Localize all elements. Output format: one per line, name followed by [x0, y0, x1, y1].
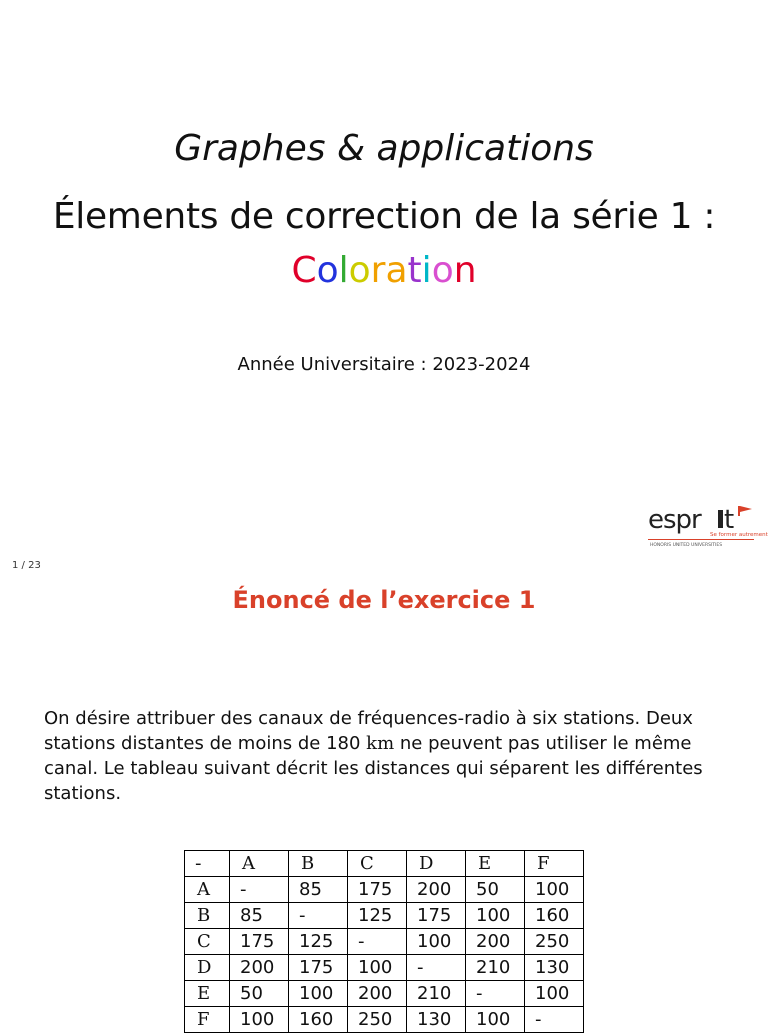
- title-line-1: Graphes & applications: [174, 128, 594, 169]
- coloration-letter: t: [407, 250, 422, 291]
- coloration-letter: i: [421, 250, 432, 291]
- distance-cell: 200: [466, 929, 525, 955]
- distance-cell: 200: [407, 877, 466, 903]
- distance-cell: 160: [289, 1007, 348, 1033]
- svg-text:HONORIS UNITED UNIVERSITIES: HONORIS UNITED UNIVERSITIES: [650, 543, 723, 548]
- table-row: [185, 929, 584, 955]
- distance-cell: 100: [525, 877, 584, 903]
- distance-cell: 100: [525, 981, 584, 1007]
- distance-cell: 210: [407, 981, 466, 1007]
- distance-cell: 250: [525, 929, 584, 955]
- distance-cell: 200: [230, 955, 289, 981]
- distance-cell: 85: [230, 903, 289, 929]
- distance-cell: 50: [230, 981, 289, 1007]
- distance-cell: 130: [525, 955, 584, 981]
- coloration-letter: o: [348, 250, 371, 291]
- row-label-cell: C: [185, 929, 230, 955]
- distance-cell: -: [407, 955, 466, 981]
- exercise-statement: [44, 706, 734, 806]
- distance-cell: 100: [466, 1007, 525, 1033]
- distance-cell: 130: [407, 1007, 466, 1033]
- row-label-cell: B: [185, 903, 230, 929]
- unit-km: km: [366, 733, 395, 754]
- title-line-2: Élements de correction de la série 1 :: [52, 196, 716, 237]
- frame-title: Énoncé de l’exercice 1: [232, 586, 536, 614]
- statement-text-part-1: On désire attribuer des canaux de fréquences-radio à six stations. Deux stations distantes de moins de 180: [44, 708, 693, 754]
- page-number: 1 / 23: [12, 560, 41, 571]
- table-header-cell: D: [407, 851, 466, 877]
- table-row: [185, 1007, 584, 1033]
- coloration-letter: r: [370, 250, 386, 291]
- academic-year: Année Universitaire : 2023-2024: [237, 354, 531, 375]
- distance-cell: 85: [289, 877, 348, 903]
- esprit-logo: [648, 500, 768, 548]
- distance-cell: 175: [230, 929, 289, 955]
- coloration-letter: a: [385, 250, 408, 291]
- distance-cell: 100: [348, 955, 407, 981]
- coloration-letter: C: [291, 250, 317, 291]
- distance-table: [184, 850, 584, 1033]
- distance-cell: 175: [407, 903, 466, 929]
- table-header-cell: A: [230, 851, 289, 877]
- distance-cell: 250: [348, 1007, 407, 1033]
- row-label-cell: E: [185, 981, 230, 1007]
- distance-cell: 210: [466, 955, 525, 981]
- table-row: [185, 903, 584, 929]
- table-row: [185, 955, 584, 981]
- coloration-letter: o: [316, 250, 339, 291]
- coloration-letter: o: [431, 250, 454, 291]
- distance-cell: 160: [525, 903, 584, 929]
- distance-cell: 100: [230, 1007, 289, 1033]
- svg-text:t: t: [724, 505, 735, 535]
- row-label-cell: F: [185, 1007, 230, 1033]
- svg-text:espr: espr: [648, 505, 701, 535]
- distance-cell: -: [466, 981, 525, 1007]
- distance-cell: 200: [348, 981, 407, 1007]
- distance-cell: -: [525, 1007, 584, 1033]
- distance-cell: -: [348, 929, 407, 955]
- distance-cell: 175: [348, 877, 407, 903]
- table-header-cell: B: [289, 851, 348, 877]
- distance-cell: 125: [289, 929, 348, 955]
- coloration-letter: n: [453, 250, 477, 291]
- table-row: [185, 981, 584, 1007]
- table-header-cell: C: [348, 851, 407, 877]
- table-header-row: [185, 851, 584, 877]
- table-header-cell: -: [185, 851, 230, 877]
- distance-cell: 100: [289, 981, 348, 1007]
- table-header-cell: F: [525, 851, 584, 877]
- distance-cell: 175: [289, 955, 348, 981]
- distance-cell: -: [230, 877, 289, 903]
- row-label-cell: A: [185, 877, 230, 903]
- table-row: [185, 877, 584, 903]
- distance-cell: -: [289, 903, 348, 929]
- distance-cell: 100: [466, 903, 525, 929]
- svg-text:Se former autrement: Se former autrement: [710, 532, 768, 538]
- row-label-cell: D: [185, 955, 230, 981]
- distance-cell: 50: [466, 877, 525, 903]
- title-coloration: [0, 250, 768, 291]
- distance-cell: 125: [348, 903, 407, 929]
- distance-cell: 100: [407, 929, 466, 955]
- table-header-cell: E: [466, 851, 525, 877]
- statement-text-part-2: ne peuvent pas utiliser le même canal. Le tableau suivant décrit les distances qui séparent les différentes stations.: [44, 733, 703, 804]
- coloration-letter: l: [338, 250, 349, 291]
